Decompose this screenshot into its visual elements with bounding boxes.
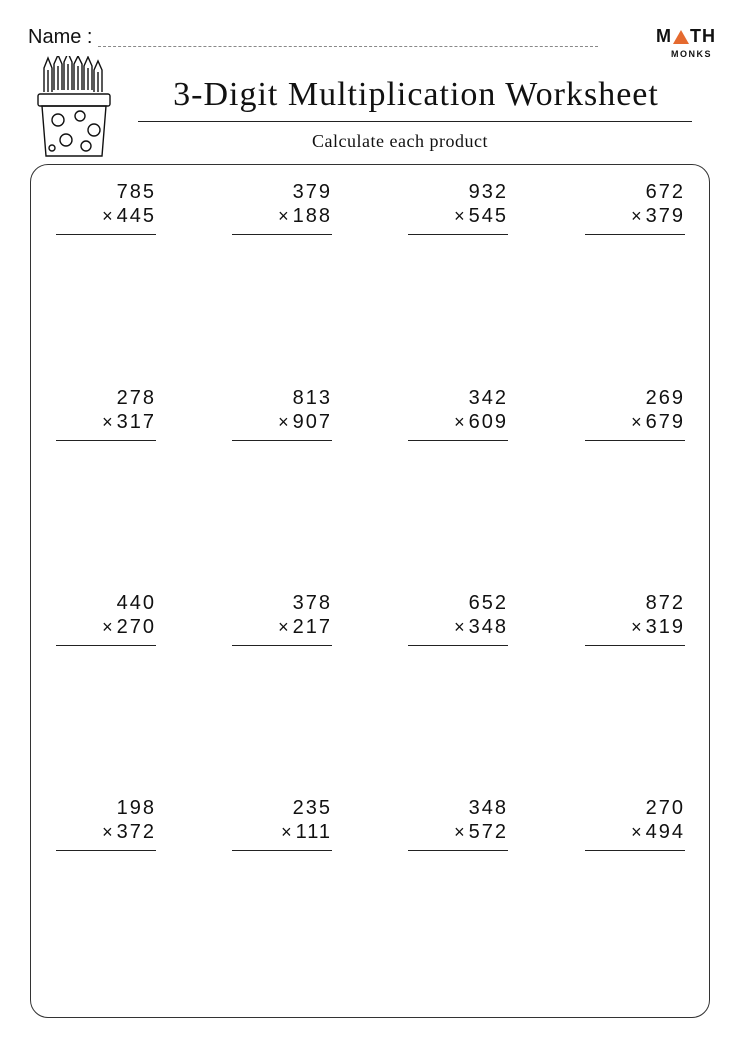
worksheet-title: 3-Digit Multiplication Worksheet [173, 76, 659, 113]
pencil-cup-icon [36, 56, 116, 160]
multiplier: 319 [645, 616, 685, 638]
problem-12 [585, 591, 685, 646]
multiplier: 372 [116, 821, 156, 843]
answer-line[interactable] [585, 440, 685, 441]
multiplicand: 872 [645, 592, 685, 614]
problem-13 [56, 796, 156, 851]
times-sign: × [102, 206, 115, 226]
problem-11 [408, 591, 508, 646]
worksheet-subtitle: Calculate each product [312, 131, 488, 151]
answer-line[interactable] [232, 850, 332, 851]
multiplier-row [232, 820, 332, 844]
title-rule [138, 121, 692, 122]
times-sign: × [631, 822, 644, 842]
answer-line[interactable] [408, 440, 508, 441]
logo-letter-m: M [656, 26, 672, 46]
times-sign: × [454, 617, 467, 637]
problem-16 [585, 796, 685, 851]
problem-1 [56, 180, 156, 235]
times-sign: × [454, 822, 467, 842]
multiplier: 494 [645, 821, 685, 843]
multiplier-row [585, 615, 685, 639]
multiplier-row [408, 820, 508, 844]
answer-line[interactable] [56, 645, 156, 646]
multiplicand: 813 [292, 387, 332, 409]
times-sign: × [454, 412, 467, 432]
times-sign: × [102, 822, 115, 842]
times-sign: × [278, 206, 291, 226]
multiplier-row [408, 204, 508, 228]
multiplicand: 785 [116, 181, 156, 203]
multiplicand: 235 [292, 797, 332, 819]
logo-letters-th: TH [690, 26, 716, 46]
problem-4 [585, 180, 685, 235]
logo-wordmark [656, 26, 716, 47]
answer-line[interactable] [585, 645, 685, 646]
multiplicand: 278 [116, 387, 156, 409]
times-sign: × [278, 617, 291, 637]
multiplier: 270 [116, 616, 156, 638]
multiplicand: 672 [645, 181, 685, 203]
multiplier-row [232, 615, 332, 639]
problem-2 [232, 180, 332, 235]
multiplier: 379 [645, 205, 685, 227]
multiplier-row [408, 615, 508, 639]
multiplier: 111 [295, 821, 332, 843]
answer-line[interactable] [56, 850, 156, 851]
multiplier-row [585, 204, 685, 228]
answer-line[interactable] [232, 234, 332, 235]
multiplicand: 198 [116, 797, 156, 819]
multiplicand: 440 [116, 592, 156, 614]
name-line[interactable] [98, 46, 598, 47]
multiplier: 609 [468, 411, 508, 433]
answer-line[interactable] [408, 234, 508, 235]
times-sign: × [281, 822, 294, 842]
multiplier-row [585, 410, 685, 434]
problem-8 [585, 386, 685, 441]
multiplicand: 932 [468, 181, 508, 203]
multiplier: 188 [292, 205, 332, 227]
times-sign: × [631, 206, 644, 226]
answer-line[interactable] [408, 850, 508, 851]
name-row [28, 24, 598, 52]
logo-subtext: MONKS [671, 49, 712, 59]
multiplier: 317 [116, 411, 156, 433]
answer-line[interactable] [56, 234, 156, 235]
problem-9 [56, 591, 156, 646]
answer-line[interactable] [232, 440, 332, 441]
times-sign: × [454, 206, 467, 226]
problem-14 [232, 796, 332, 851]
multiplicand: 270 [645, 797, 685, 819]
multiplier-row [232, 410, 332, 434]
times-sign: × [102, 617, 115, 637]
multiplier: 545 [468, 205, 508, 227]
multiplier-row [56, 410, 156, 434]
multiplicand: 342 [468, 387, 508, 409]
problem-10 [232, 591, 332, 646]
multiplier-row [56, 615, 156, 639]
name-label: Name : [28, 26, 93, 48]
times-sign: × [631, 412, 644, 432]
multiplier-row [585, 820, 685, 844]
multiplicand: 348 [468, 797, 508, 819]
multiplier-row [232, 204, 332, 228]
multiplicand: 269 [645, 387, 685, 409]
math-monks-logo [640, 22, 730, 62]
times-sign: × [631, 617, 644, 637]
problem-15 [408, 796, 508, 851]
answer-line[interactable] [585, 850, 685, 851]
answer-line[interactable] [408, 645, 508, 646]
times-sign: × [278, 412, 291, 432]
multiplier: 348 [468, 616, 508, 638]
answer-line[interactable] [232, 645, 332, 646]
problem-5 [56, 386, 156, 441]
multiplier: 907 [292, 411, 332, 433]
multiplier-row [56, 204, 156, 228]
multiplier: 217 [292, 616, 332, 638]
problem-3 [408, 180, 508, 235]
answer-line[interactable] [585, 234, 685, 235]
times-sign: × [102, 412, 115, 432]
logo-triangle-icon [673, 30, 689, 44]
answer-line[interactable] [56, 440, 156, 441]
multiplier-row [408, 410, 508, 434]
multiplier: 445 [116, 205, 156, 227]
problem-6 [232, 386, 332, 441]
multiplicand: 652 [468, 592, 508, 614]
multiplicand: 378 [292, 592, 332, 614]
multiplier: 679 [645, 411, 685, 433]
multiplicand: 379 [292, 181, 332, 203]
multiplier-row [56, 820, 156, 844]
problem-7 [408, 386, 508, 441]
multiplier: 572 [468, 821, 508, 843]
